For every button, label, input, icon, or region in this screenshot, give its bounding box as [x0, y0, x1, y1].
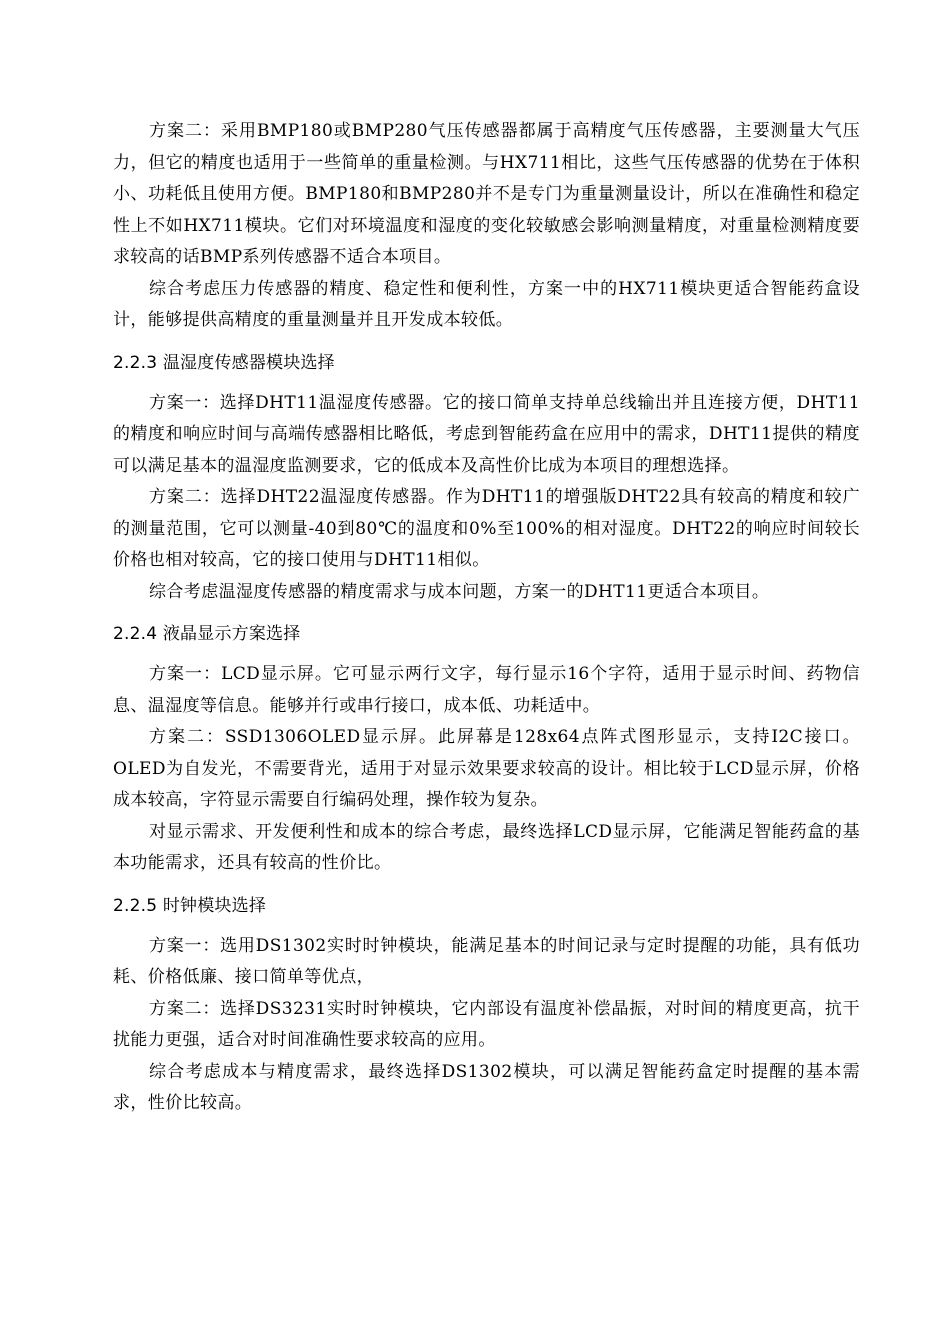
- paragraph-humidity-conclusion: 综合考虑温湿度传感器的精度需求与成本问题，方案一的DHT11更适合本项目。: [149, 581, 770, 602]
- section-heading-2-2-3: 2.2.3 温湿度传感器模块选择: [113, 352, 335, 373]
- spacer: [113, 379, 860, 388]
- document-body: [113, 116, 860, 1120]
- spacer: [113, 880, 860, 891]
- spacer: [113, 608, 860, 619]
- paragraph-display-conclusion: 对显示需求、开发便利性和成本的综合考虑，最终选择LCD显示屏，它能满足智能药盒的基本功能需求，还具有较高的性价比。: [113, 821, 860, 873]
- paragraph-oled-option: 方案二：SSD1306OLED显示屏。此屏幕是128x64点阵式图形显示，支持I2C接口。OLED为自发光，不需要背光，适用于对显示效果要求较高的设计。相比较于LCD显示屏，价格成本较高，字符显示需要自行编码处理，操作较为复杂。: [113, 727, 860, 810]
- paragraph-pressure-conclusion: 综合考虑压力传感器的精度、稳定性和便利性，方案一中的HX711模块更适合智能药盒设计，能够提供高精度的重量测量并且开发成本较低。: [113, 278, 860, 330]
- paragraph-ds3231-option: 方案二：选择DS3231实时时钟模块，它内部设有温度补偿晶振，对时间的精度更高，抗干扰能力更强，适合对时间准确性要求较高的应用。: [113, 998, 860, 1050]
- paragraph-dht22-option: 方案二：选择DHT22温湿度传感器。作为DHT11的增强版DHT22具有较高的精度和较广的测量范围，它可以测量-40到80℃的温度和0%至100%的相对湿度。DHT22的响应时间较长价格也相对较高，它的接口使用与DHT11相似。: [113, 487, 860, 570]
- paragraph-dht11-option: 方案一：选择DHT11温湿度传感器。它的接口简单支持单总线输出并且连接方便，DHT11的精度和响应时间与高端传感器相比略低，考虑到智能药盒在应用中的需求，DHT11提供的精度可以满足基本的温湿度监测要求，它的低成本及高性价比成为本项目的理想选择。: [113, 392, 860, 476]
- paragraph-clock-conclusion: 综合考虑成本与精度需求，最终选择DS1302模块，可以满足智能药盒定时提醒的基本需求，性价比较高。: [113, 1061, 860, 1113]
- paragraph-lcd-option: 方案一：LCD显示屏。它可显示两行文字，每行显示16个字符，适用于显示时间、药物信息、温湿度等信息。能够并行或串行接口，成本低、功耗适中。: [113, 664, 860, 716]
- spacer: [113, 922, 860, 931]
- spacer: [113, 650, 860, 659]
- paragraph-ds1302-option: 方案一：选用DS1302实时时钟模块，能满足基本的时间记录与定时提醒的功能，具有低功耗、价格低廉、接口简单等优点，: [113, 935, 860, 987]
- section-heading-2-2-5: 2.2.5 时钟模块选择: [113, 895, 267, 916]
- section-heading-2-2-4: 2.2.4 液晶显示方案选择: [113, 624, 301, 644]
- paragraph-bmp-sensor-option: 方案二：采用BMP180或BMP280气压传感器都属于高精度气压传感器，主要测量大气压力，但它的精度也适用于一些简单的重量检测。与HX711相比，这些气压传感器的优势在于体积小、功耗低且使用方便。BMP180和BMP280并不是专门为重量测量设计，所以在准确性和稳定性上不如HX711模块。它们对环境温度和湿度的变化较敏感会影响测量精度，对重量检测精度要求较高的话BMP系列传感器不适合本项目。: [113, 121, 860, 267]
- spacer: [113, 337, 860, 348]
